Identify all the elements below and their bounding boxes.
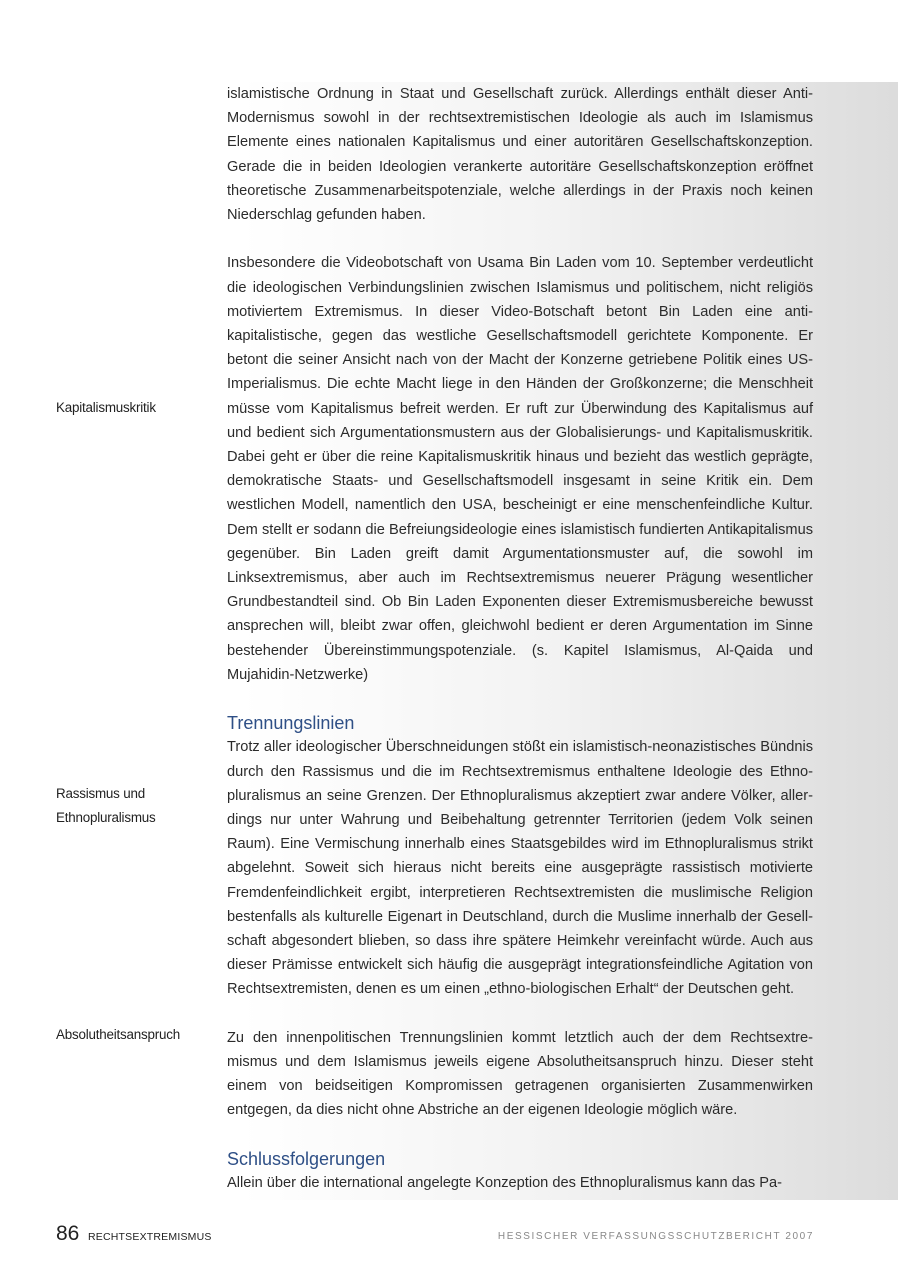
paragraph-ethnopluralismus: Trotz aller ideologischer Überschneidungen stößt ein islamistisch-neonazistisches Bündnis durch den Rassismus und die im Rechtsextremismus enthaltene Ideologie des Ethnopluralismus an seine Grenzen. Der Ethnopluralismus akzeptiert zwar andere Völker, allerdings nur unter Wahrung und Beibehaltung getrennter Territorien (jedem Volk seinen Raum). Eine Vermischung innerhalb eines Staatsgebildes wird im Ethnopluralismus strikt abgelehnt. Soweit sich hieraus nicht bereits eine ausgeprägte rassistisch motivierte Fremdenfeindlichkeit ergibt, interpretieren Rechtsextremisten die muslimische Religion bestenfalls als kulturelle Eigenart in Deutschland, durch die Muslime innerhalb der Gesellschaft abgesondert blieben, so dass ihre spätere Heimkehr vereinfacht würde. Auch aus dieser Prämisse entwickelt sich häufig die ausgeprägt integrationsfeindliche Agitation von Rechtsextremisten, denen es um einen „ethno-biologischen Erhalt“ der Deutschen geht. bbox=[227, 739, 813, 998]
heading-trennungslinien: Trennungslinien bbox=[227, 713, 355, 734]
paragraph-videobotschaft: Insbesondere die Videobotschaft von Usama Bin Laden vom 10. September verdeutlicht die ideologischen Verbindungslinien zwischen Islamismus und politischem, nicht religiös motiviertem Extremismus. In dieser Video-Botschaft betont Bin Laden eine antikapitalistische, gegen das westliche Gesellschaftsmodell gerichtete Komponente. Er betont die seiner Ansicht nach von der Macht der Konzerne getriebene Politik eines US-Imperialismus. Die echte Macht liege in den Händen der Großkonzerne; die Menschheit müsse vom Kapitalismus befreit werden. Er ruft zur Überwindung des Kapitalismus auf und bedient sich Argumentationsmustern aus der Globalisierungs- und Kapitalismuskritik. Dabei geht er über die reine Kapitalismuskritik hinaus und bezieht das westlich geprägte, demokratische Staats- und Gesellschaftsmodell insgesamt in seine Kritik ein. Dem westlichen Modell, namentlich den USA, bescheinigt er eine menschenfeindliche Kultur. Dem stellt er sodann die Befreiungsideologie eines islamistisch fundierten Antikapitalismus gegenüber. Bin Laden greift damit Argumentationsmuster auf, die sowohl im Linksextremismus, aber auch im Rechtsextremismus neuerer Prägung wesentlicher Grundbestandteil sind. Ob Bin Laden Exponenten dieser Extremismusbereiche bewusst ansprechen will, bleibt zwar offen, gleichwohl bedient er deren Argumentation im Sinne bestehender Übereinstimmungspotenziale. (s. Kapitel Islamismus, Al-Qaida und Mujahidin-Netzwerke) bbox=[227, 255, 813, 683]
heading-schlussfolgerungen: Schlussfolgerungen bbox=[227, 1148, 386, 1169]
section-label: RECHTSEXTREMISMUS bbox=[88, 1231, 212, 1243]
margin-note-rassismus-line2: Ethnopluralismus bbox=[56, 810, 156, 825]
margin-note-absolutheitsanspruch: Absolutheitsanspruch bbox=[56, 1027, 181, 1042]
page-number: 86 bbox=[56, 1222, 80, 1245]
paragraph-schluss: Allein über die international angelegte Konzeption des Ethnopluralismus kann das Pa- bbox=[227, 1175, 782, 1192]
paragraph-absolutheitsanspruch: Zu den innenpolitischen Trennungslinien kommt letztlich auch der dem Rechtsextremismus und dem Islamismus jeweils eigene Absolutheitsanspruch hinzu. Dieser steht einem von beidseitigen Kompromissen getragenen organisierten Zusammenwirken entgegen, da dies nicht ohne Abstriche an der eigenen Ideologie möglich wäre. bbox=[227, 1029, 813, 1119]
margin-note-rassismus-line1: Rassismus und bbox=[56, 786, 145, 801]
publication-title: HESSISCHER VERFASSUNGSSCHUTZBERICHT 2007 bbox=[497, 1231, 814, 1242]
main-text-column bbox=[227, 82, 813, 1219]
paragraph-anti-modernismus: islamistische Ordnung in Staat und Gesellschaft zurück. Allerdings enthält dieser Anti-Modernismus sowohl in der rechtsextremistischen Ideologie als auch im Islamismus Elemente eines nationalen Kapitalismus und einer autoritären Gesellschaftskonzeption. Gerade die in beiden Ideologien verankerte autoritäre Gesellschaftskonzeption eröffnet theoretische Zusammenarbeitspotenziale, welche allerdings in der Praxis noch keinen Niederschlag gefunden haben. bbox=[227, 86, 813, 224]
margin-note-kapitalismuskritik: Kapitalismuskritik bbox=[56, 400, 156, 415]
